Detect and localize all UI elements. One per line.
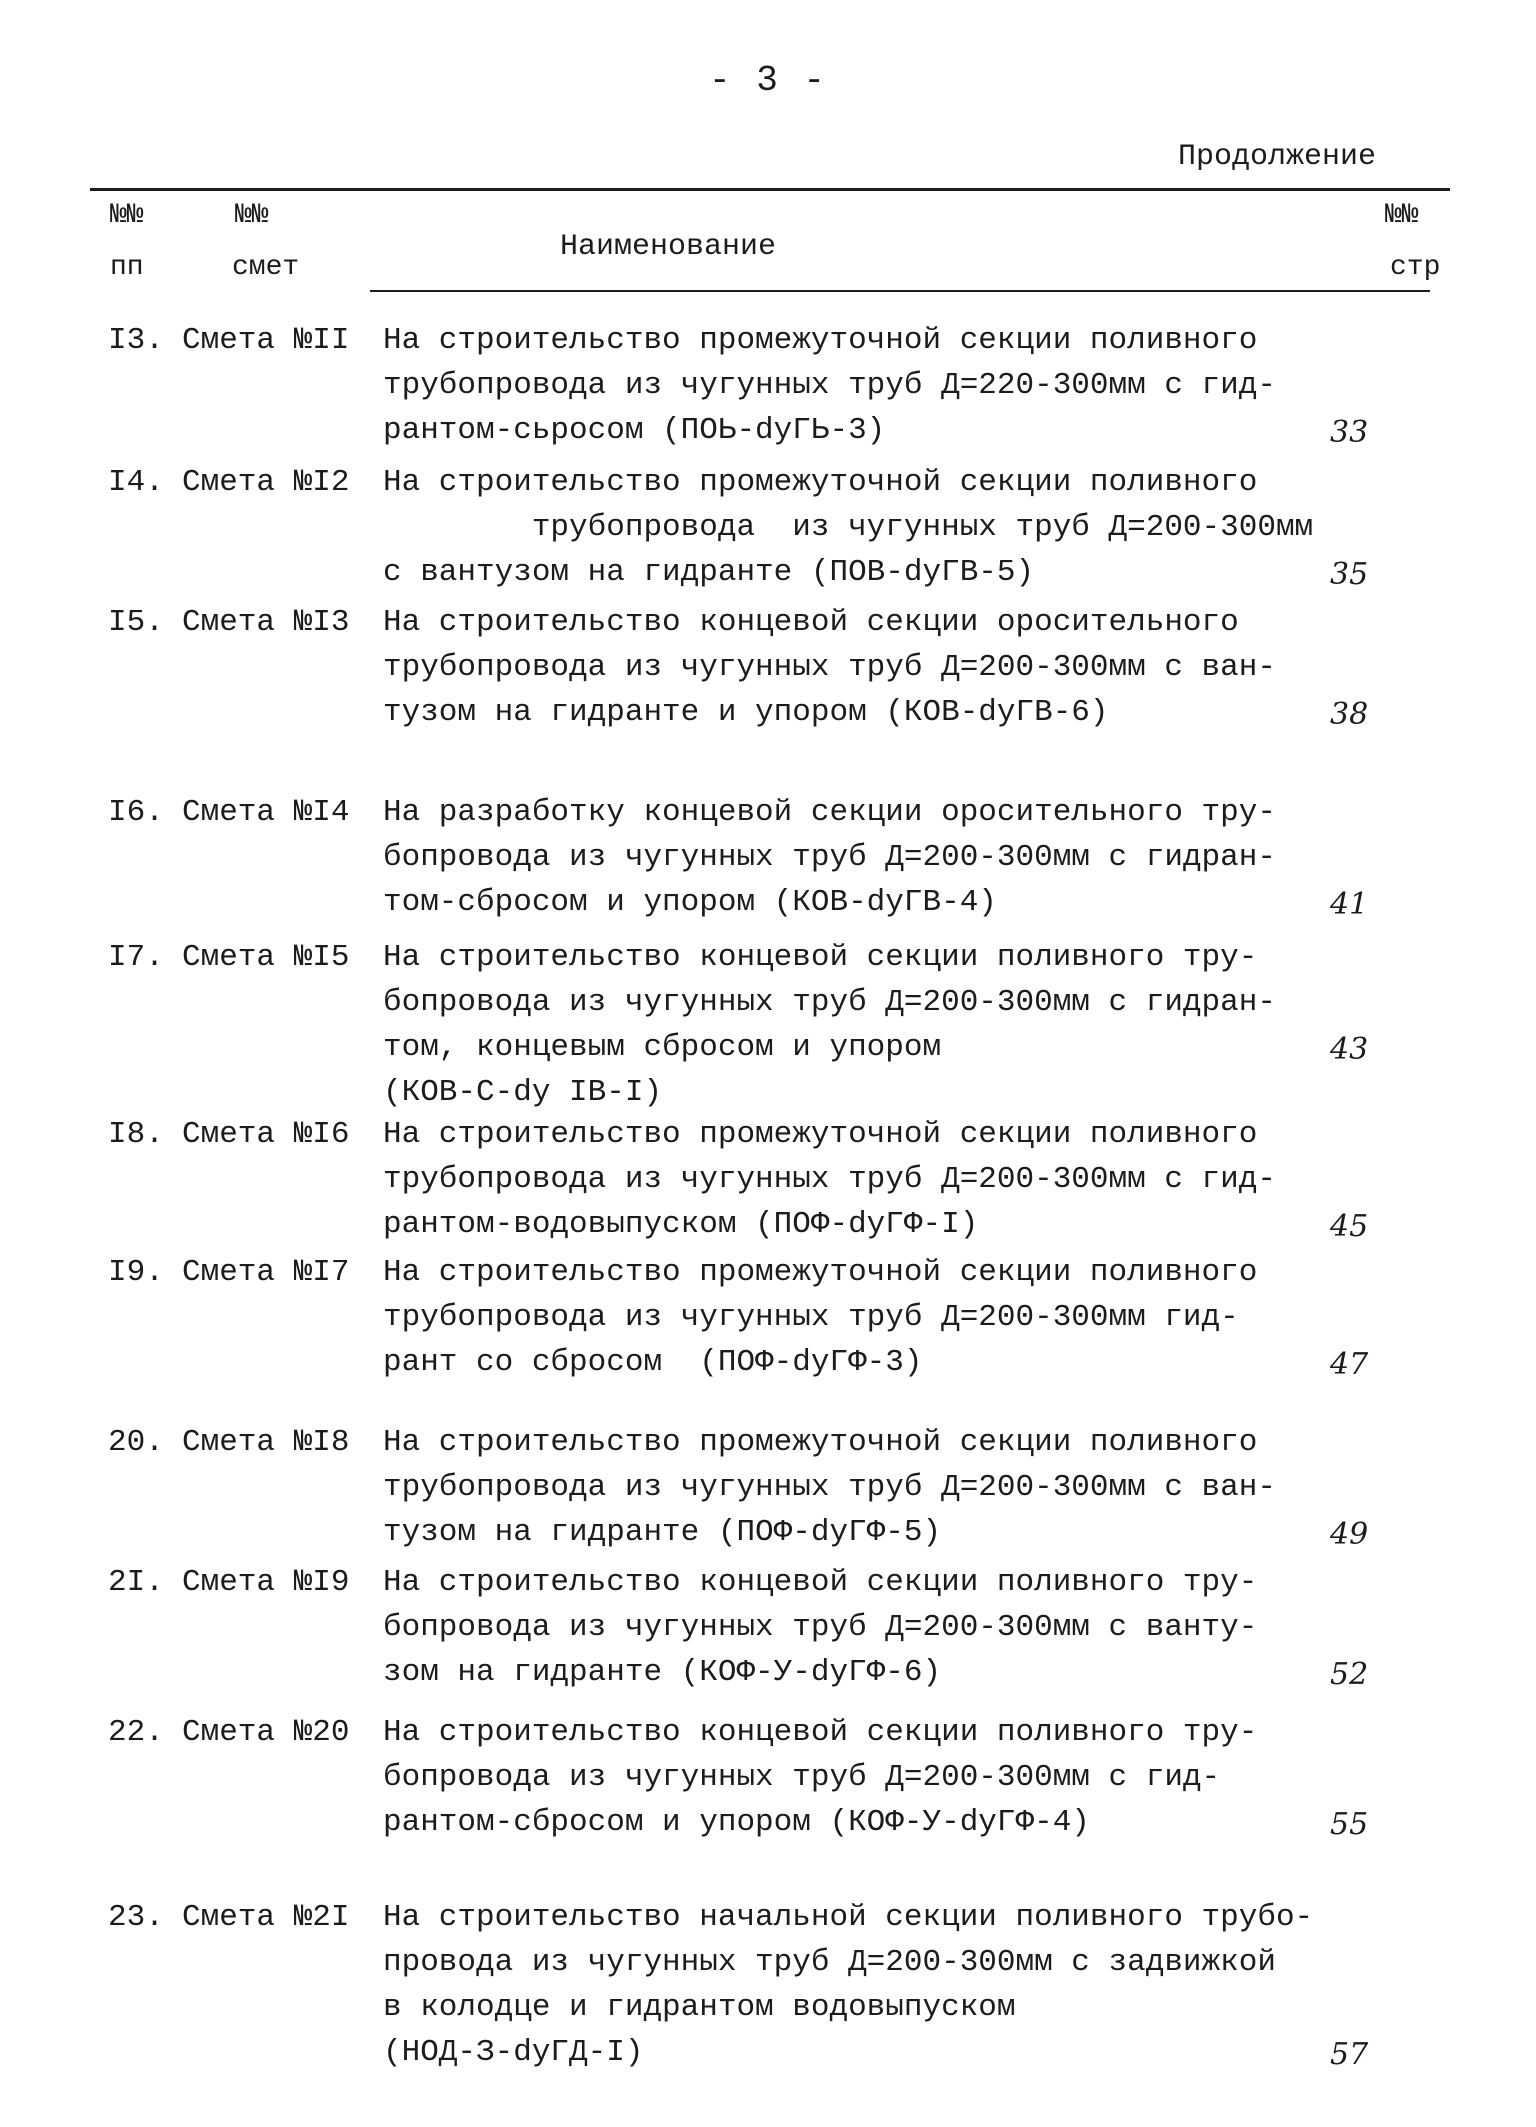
- description-line: На строительство промежуточной секции поливного: [383, 323, 1258, 358]
- description-line: провода из чугунных труб Д=200-300мм с задвижкой: [383, 1945, 1276, 1980]
- header-col2-num: №№: [235, 200, 269, 231]
- row-estimate: Смета №I2: [182, 465, 350, 500]
- row-number: 23.: [108, 1900, 164, 1935]
- description-line: трубопровода из чугунных труб Д=200-300мм с гид-: [383, 1162, 1276, 1197]
- description-line: в колодце и гидрантом водовыпуском: [383, 1990, 1016, 2025]
- header-col1-num: №№: [110, 200, 144, 231]
- header-col4-num: №№: [1385, 200, 1419, 231]
- description-line: трубопровода из чугунных труб Д=200-300мм: [383, 510, 1314, 545]
- row-page-number: 43: [1330, 1032, 1369, 1067]
- header-col2-label: смет: [232, 252, 300, 283]
- description-line: (КОВ-С-dу IВ-I): [383, 1075, 663, 1110]
- row-description: [383, 1420, 1343, 1555]
- row-description: [383, 1250, 1343, 1385]
- row-description: [383, 1560, 1343, 1695]
- row-page-number: 35: [1330, 557, 1369, 592]
- row-estimate: Смета №II: [182, 323, 350, 358]
- row-description: [383, 460, 1343, 595]
- description-line: На разработку концевой секции оросительного тру-: [383, 795, 1276, 830]
- row-estimate: Смета №I8: [182, 1425, 350, 1460]
- header-col1-label: пп: [110, 252, 144, 283]
- description-line: рантом-водовыпуском (ПОФ-dуГФ-I): [383, 1207, 979, 1242]
- description-line: На строительство концевой секции оросительного: [383, 605, 1239, 640]
- header-col3-label: Наименование: [560, 230, 777, 264]
- description-line: На строительство промежуточной секции поливного: [383, 465, 1258, 500]
- row-number: I9.: [108, 1255, 164, 1290]
- row-number: I5.: [108, 605, 164, 640]
- description-line: рант со сбросом (ПОФ-dуГФ-3): [383, 1345, 923, 1380]
- row-description: [383, 935, 1343, 1115]
- row-page-number: 57: [1330, 2037, 1369, 2072]
- row-page-number: 49: [1330, 1517, 1369, 1552]
- row-number: 2I.: [108, 1565, 164, 1600]
- row-page-number: 55: [1330, 1807, 1369, 1842]
- description-line: трубопровода из чугунных труб Д=220-300мм с гид-: [383, 368, 1276, 403]
- row-estimate: Смета №I5: [182, 940, 350, 975]
- row-number: I6.: [108, 795, 164, 830]
- row-estimate: Смета №I3: [182, 605, 350, 640]
- description-line: тузом на гидранте и упором (КОВ-dуГВ-6): [383, 695, 1109, 730]
- row-number: 20.: [108, 1425, 164, 1460]
- row-description: [383, 790, 1343, 925]
- description-line: бопровода из чугунных труб Д=200-300мм с гид-: [383, 1760, 1221, 1795]
- description-line: зом на гидранте (КОФ-У-dуГФ-6): [383, 1655, 942, 1690]
- row-number: I4.: [108, 465, 164, 500]
- header-top-rule: [90, 188, 1450, 191]
- description-line: На строительство концевой секции поливного тру-: [383, 1565, 1258, 1600]
- description-line: том, концевым сбросом и упором: [383, 1030, 942, 1065]
- row-page-number: 45: [1330, 1209, 1369, 1244]
- row-number: I8.: [108, 1117, 164, 1152]
- row-page-number: 52: [1330, 1657, 1369, 1692]
- description-line: тузом на гидранте (ПОФ-dуГФ-5): [383, 1515, 942, 1550]
- continuation-label: Продолжение: [1177, 140, 1376, 174]
- row-estimate: Смета №I4: [182, 795, 350, 830]
- description-line: На строительство концевой секции поливного тру-: [383, 940, 1258, 975]
- description-line: бопровода из чугунных труб Д=200-300мм с гидран-: [383, 985, 1276, 1020]
- row-description: [383, 1895, 1343, 2075]
- description-line: На строительство начальной секции поливного трубо-: [383, 1900, 1314, 1935]
- description-line: На строительство промежуточной секции поливного: [383, 1117, 1258, 1152]
- row-estimate: Смета №I7: [182, 1255, 350, 1290]
- row-description: [383, 1112, 1343, 1247]
- description-line: (НОД-З-dуГД-I): [383, 2035, 644, 2070]
- row-description: [383, 318, 1343, 453]
- description-line: бопровода из чугунных труб Д=200-300мм с гидран-: [383, 840, 1276, 875]
- description-line: трубопровода из чугунных труб Д=200-300мм с ван-: [383, 650, 1276, 685]
- row-description: [383, 600, 1343, 735]
- description-line: На строительство промежуточной секции поливного: [383, 1425, 1258, 1460]
- description-line: На строительство концевой секции поливного тру-: [383, 1715, 1258, 1750]
- row-description: [383, 1710, 1343, 1845]
- row-page-number: 33: [1330, 415, 1369, 450]
- description-line: трубопровода из чугунных труб Д=200-300мм с ван-: [383, 1470, 1276, 1505]
- description-line: бопровода из чугунных труб Д=200-300мм с ванту-: [383, 1610, 1258, 1645]
- row-estimate: Смета №2I: [182, 1900, 350, 1935]
- row-page-number: 38: [1330, 697, 1369, 732]
- description-line: рантом-сьросом (ПОЬ-dуГЬ-3): [383, 413, 886, 448]
- header-col4-label: стр: [1390, 252, 1441, 283]
- page-number: - 3 -: [708, 60, 828, 101]
- row-page-number: 41: [1330, 887, 1369, 922]
- description-line: рантом-сбросом и упором (КОФ-У-dуГФ-4): [383, 1805, 1090, 1840]
- row-estimate: Смета №I6: [182, 1117, 350, 1152]
- description-line: том-сбросом и упором (КОВ-dуГВ-4): [383, 885, 997, 920]
- row-number: 22.: [108, 1715, 164, 1750]
- row-number: I3.: [108, 323, 164, 358]
- description-line: трубопровода из чугунных труб Д=200-300мм гид-: [383, 1300, 1239, 1335]
- row-page-number: 47: [1330, 1347, 1369, 1382]
- row-estimate: Смета №20: [182, 1715, 350, 1750]
- description-line: с вантузом на гидранте (ПОВ-dуГВ-5): [383, 555, 1035, 590]
- row-estimate: Смета №I9: [182, 1565, 350, 1600]
- description-line: На строительство промежуточной секции поливного: [383, 1255, 1258, 1290]
- header-bottom-rule: [370, 290, 1430, 292]
- row-number: I7.: [108, 940, 164, 975]
